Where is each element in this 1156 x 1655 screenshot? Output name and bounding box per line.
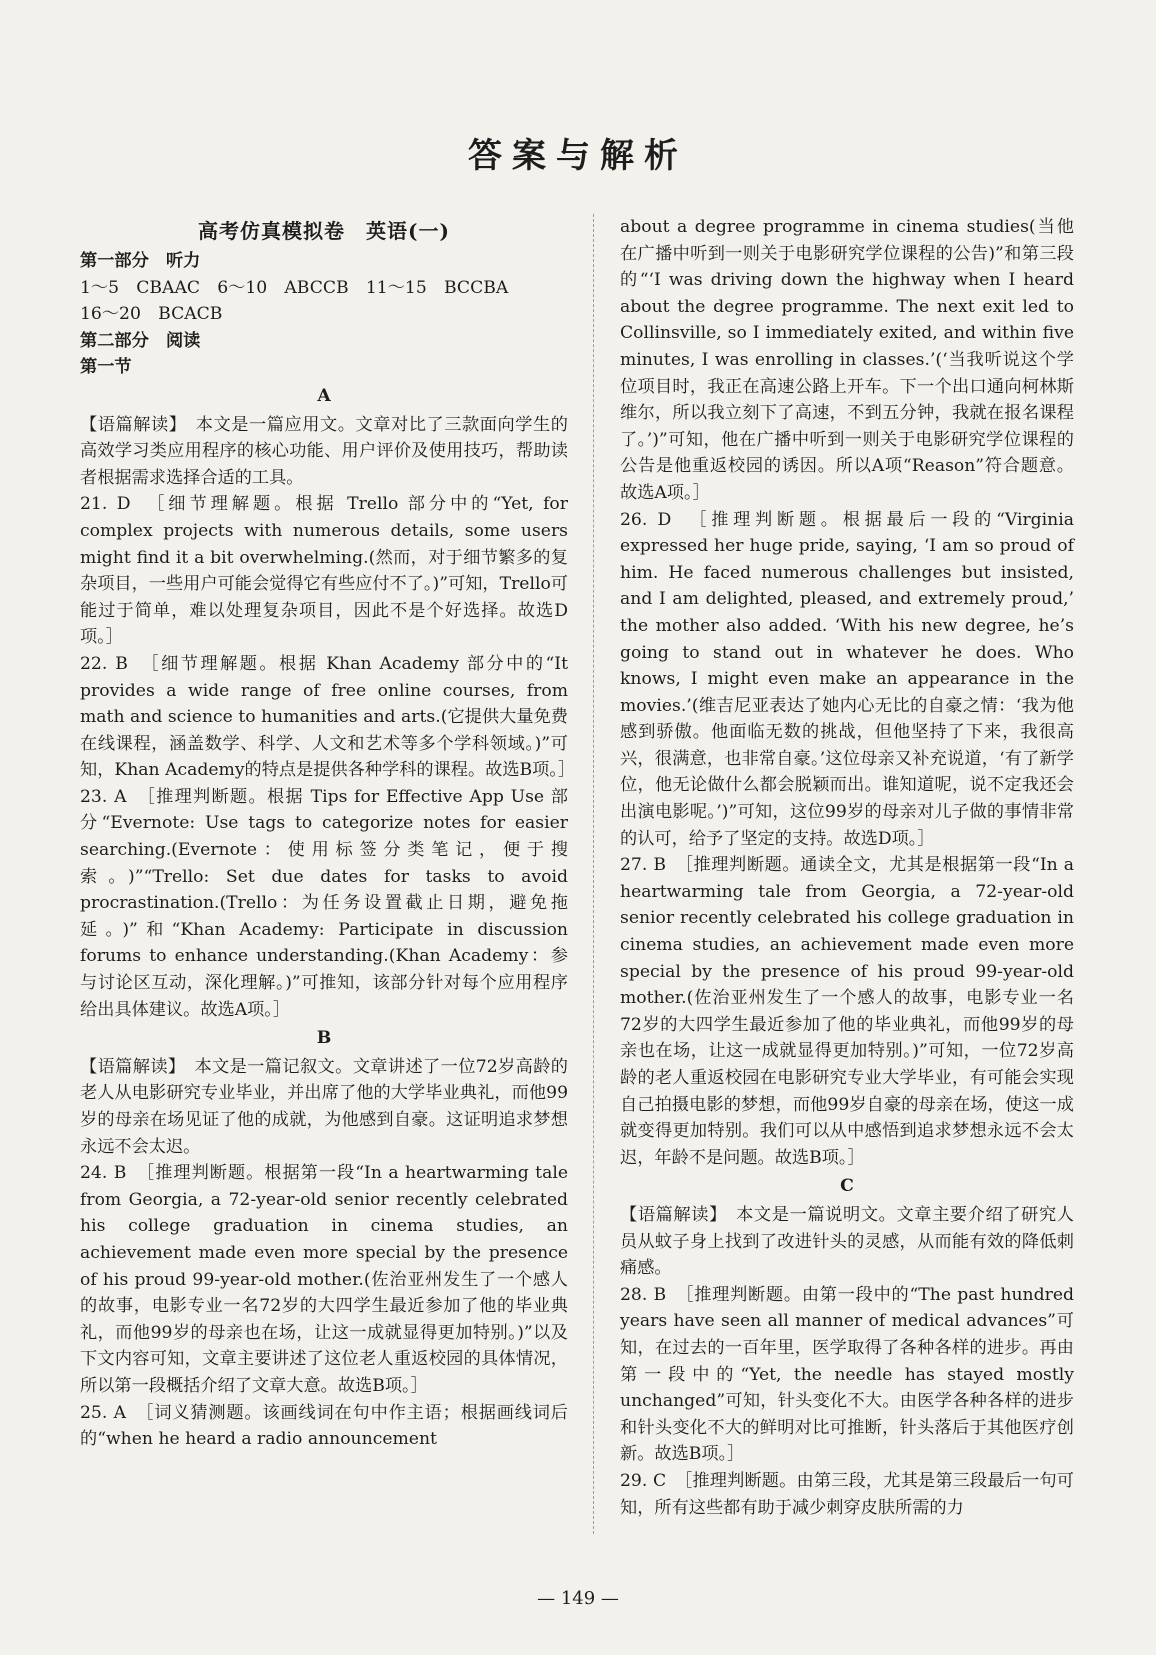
- answer-24: 24. B ［推理判断题。根据第一段“In a heartwarming tale from Georgia, a 72-year-old senior recently celebrated his college graduation in cinema studies, an achievement made even more special by the presence of his proud 99-year-old mother.(佐治亚州发生了一个感人的故事，电影专业一名72岁的大四学生最近参加了他的毕业典礼，而他99岁的母亲也在场，让这一成就显得更加特别。)”以及下文内容可知，文章主要讲述了这位老人重返校园的具体情况，所以第一段概括介绍了文章大意。故选B项。］: [80, 1163, 568, 1396]
- exam-subtitle: 高考仿真模拟卷 英语(一): [198, 219, 450, 243]
- listening-answers-1: 1～5 CBAAC 6～10 ABCCB 11～15 BCCBA: [80, 277, 509, 298]
- answer-26: 26. D ［推理判断题。根据最后一段的“Virginia expressed her huge pride, saying, ‘I am so proud of him. He faced numerous challenges but insisted, and I am delighted, pleased, and extremely proud,’ the mother also added. ‘With his new degree, he’s going to stand out in whatever he does. Who knows, I might even make an appearance in the movies.’(维吉尼亚表达了她内心无比的自豪之情：‘我为他感到骄傲。他面临无数的挑战，但他坚持了下来，我很高兴，很满意，也非常自豪。’这位母亲又补充说道，‘有了新学位，他无论做什么都会脱颖而出。谁知道呢，说不定我还会出演电影呢。’)”可知，这位99岁的母亲对儿子做的事情非常的认可，给予了坚定的支持。故选D项。］: [620, 509, 1074, 849]
- answer-27: 27. B ［推理判断题。通读全文，尤其是根据第一段“In a heartwarming tale from Georgia, a 72-year-old senior recently celebrated his college graduation in cinema studies, an achievement made even more special by the presence of his proud 99-year-old mother.(佐治亚州发生了一个感人的故事，电影专业一名72岁的大四学生最近参加了他的毕业典礼，而他99岁的母亲也在场，让这一成就显得更加特别。)”可知，一位72岁高龄的老人重返校园在电影研究专业大学毕业，有可能会实现自己拍摄电影的梦想，而他99岁自豪的母亲在场，使这一成就变得更加特别。我们可以从中感悟到追求梦想永远不会太迟，年龄不是问题。故选B项。］: [620, 855, 1074, 1168]
- answer-25-continued: about a degree programme in cinema studies(当他在广播中听到一则关于电影研究学位课程的公告)”和第三段的“‘I was driving down the highway when I heard about the degree programme. The next exit led to Collinsville, so I immediately exited, and within five minutes, I was enrolling in classes.’(‘当我听说这个学位项目时，我正在高速公路上开车。下一个出口通向柯林斯维尔，所以我立刻下了高速，不到五分钟，我就在报名课程了。’)”可知，他在广播中听到一则关于电影研究学位课程的公告是他重返校园的诱因。所以A项“Reason”符合题意。故选A项。］: [620, 217, 1074, 503]
- passage-b-heading: B: [316, 1028, 332, 1049]
- passage-a-heading: A: [317, 385, 331, 406]
- passage-c-intro: 【语篇解读】 本文是一篇说明文。文章主要介绍了研究人员从蚊子身上找到了改进针头的灵感，从而能有效的降低刺痛感。: [620, 1204, 1074, 1279]
- passage-c-heading: C: [840, 1176, 854, 1197]
- answer-29: 29. C ［推理判断题。由第三段，尤其是第三段最后一句可知，所有这些都有助于减少刺穿皮肤所需的力: [620, 1470, 1074, 1518]
- section-1-heading: 第一节: [80, 357, 132, 378]
- passage-b-intro: 【语篇解读】 本文是一篇记叙文。文章讲述了一位72岁高龄的老人从电影研究专业毕业，并出席了他的大学毕业典礼，而他99岁的母亲在场见证了他的成就，为他感到自豪。这证明追求梦想永远不会太迟。: [80, 1056, 568, 1157]
- column-divider: [593, 214, 594, 1534]
- answer-22: 22. B ［细节理解题。根据 Khan Academy 部分中的“It provides a wide range of free online courses, from math and science to humanities and arts.(它提供大量免费在线课程，涵盖数学、科学、人文和艺术等多个学科领域。)”可知，Khan Academy的特点是提供各种学科的课程。故选B项。］: [80, 653, 576, 781]
- answer-23: 23. A ［推理判断题。根据 Tips for Effective App Use 部分“Evernote: Use tags to categorize notes for easier searching.(Evernote：使用标签分类笔记，便于搜索。)”“Trello: Set due dates for tasks to avoid procrastination.(Trello：为任务设置截止日期，避免拖延。)”和“Khan Academy: Participate in discussion forums to enhance understanding.(Khan Academy：参与讨论区互动，深化理解。)”可推知，该部分针对每个应用程序给出具体建议。故选A项。］: [80, 786, 568, 1020]
- answer-25: 25. A ［词义猜测题。该画线词在句中作主语；根据画线词后的“when he heard a radio announcement: [80, 1402, 568, 1450]
- answer-21: 21. D ［细节理解题。根据 Trello 部分中的“Yet, for complex projects with numerous details, some users might find it a bit overwhelming.(然而，对于细节繁多的复杂项目，一些用户可能会觉得它有些应付不了。)”可知，Trello可能过于简单，难以处理复杂项目，因此不是个好选择。故选D项。］: [80, 494, 568, 648]
- part-1-heading: 第一部分 听力: [80, 251, 201, 271]
- page-number: — 149 —: [537, 1588, 619, 1609]
- part-2-heading: 第二部分 阅读: [80, 330, 201, 351]
- listening-answers-2: 16～20 BCACB: [80, 304, 223, 325]
- left-column: [80, 216, 576, 1453]
- page-title: 答案与解析: [468, 136, 688, 176]
- answer-28: 28. B ［推理判断题。由第一段中的“The past hundred years have seen all manner of medical advances”可知，在过去的一百年里，医学取得了各种各样的进步。再由第一段中的“Yet, the needle has stayed mostly unchanged”可知，针头变化不大。由医学各种各样的进步和针头变化不大的鲜明对比可推断，针头落后于其他医疗创新。故选B项。］: [620, 1284, 1074, 1465]
- right-column: [620, 214, 1074, 1521]
- passage-a-intro: 【语篇解读】 本文是一篇应用文。文章对比了三款面向学生的高效学习类应用程序的核心功能、用户评价及使用技巧，帮助读者根据需求选择合适的工具。: [80, 414, 568, 488]
